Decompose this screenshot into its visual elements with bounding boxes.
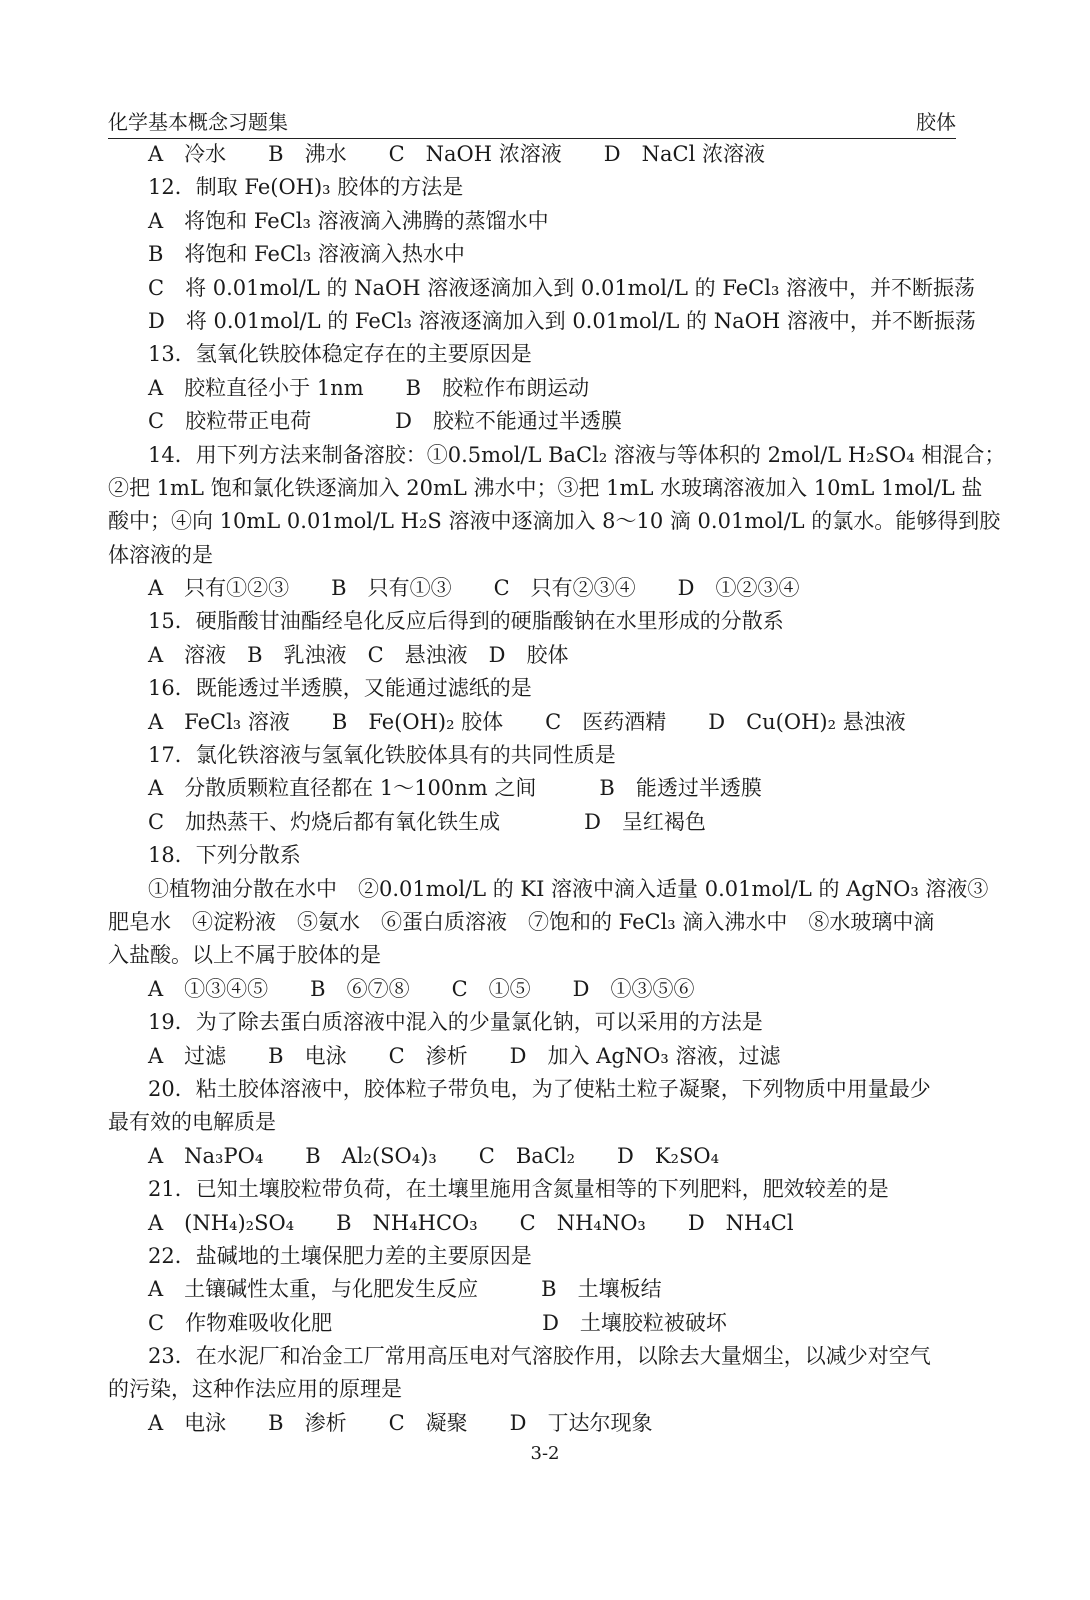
text-line: 15．硬脂酸甘油酯经皂化反应后得到的硬脂酸钠在水里形成的分散系 (148, 609, 784, 634)
text-line: 17．氯化铁溶液与氢氧化铁胶体具有的共同性质是 (148, 743, 616, 768)
text-line: A ①③④⑤ B ⑥⑦⑧ C ①⑤ D ①③⑤⑥ (148, 976, 695, 1001)
text-line: C 胶粒带正电荷 D 胶粒不能通过半透膜 (148, 409, 622, 434)
chapter-title: 胶体 (916, 110, 956, 134)
text-line: A 胶粒直径小于 1nm B 胶粒作布朗运动 (148, 375, 590, 400)
text-line: ②把 1mL 饱和氯化铁逐滴加入 20mL 沸水中；③把 1mL 水玻璃溶液加入 10mL 1mol/L 盐 (108, 475, 983, 500)
text-line: 14．用下列方法来制备溶胶：①0.5mol/L BaCl₂ 溶液与等体积的 2mol/L H₂SO₄ 相混合； (148, 442, 1006, 467)
text-line: 13．氢氧化铁胶体稳定存在的主要原因是 (148, 342, 532, 367)
text-line: 16．既能透过半透膜，又能通过滤纸的是 (148, 676, 532, 701)
text-line: A 只有①②③ B 只有①③ C 只有②③④ D ①②③④ (148, 576, 800, 601)
text-line: 23．在水泥厂和冶金工厂常用高压电对气溶胶作用，以除去大量烟尘，以减少对空气 (148, 1344, 931, 1369)
text-line: A 将饱和 FeCl₃ 溶液滴入沸腾的蒸馏水中 (148, 208, 549, 233)
text-line: 18．下列分散系 (148, 843, 301, 868)
text-line: A 土镶碱性太重，与化肥发生反应 B 土壤板结 (148, 1277, 662, 1302)
text-line: C 作物难吸收化肥 D 土壤胶粒被破坏 (148, 1310, 727, 1335)
text-line: A FeCl₃ 溶液 B Fe(OH)₂ 胶体 C 医药酒精 D Cu(OH)₂ 悬浊液 (148, 709, 906, 734)
text-line: A 过滤 B 电泳 C 渗析 D 加入 AgNO₃ 溶液，过滤 (148, 1043, 781, 1068)
page-header (108, 106, 956, 139)
exercise-body (108, 138, 1006, 1440)
text-line: 肥皂水 ④淀粉液 ⑤氨水 ⑥蛋白质溶液 ⑦饱和的 FeCl₃ 滴入沸水中 ⑧水玻璃中滴 (108, 909, 935, 934)
text-line: 19．为了除去蛋白质溶液中混入的少量氯化钠，可以采用的方法是 (148, 1010, 763, 1035)
text-line: C 将 0.01mol/L 的 NaOH 溶液逐滴加入到 0.01mol/L 的 FeCl₃ 溶液中，并不断振荡 (148, 275, 976, 300)
text-line: A 分散质颗粒直径都在 1～100nm 之间 B 能透过半透膜 (148, 776, 762, 801)
text-line: D 将 0.01mol/L 的 FeCl₃ 溶液逐滴加入到 0.01mol/L 的 NaOH 溶液中，并不断振荡 (148, 308, 976, 333)
text-line: 的污染，这种作法应用的原理是 (108, 1377, 402, 1402)
text-line: 20．粘土胶体溶液中，胶体粒子带负电，为了使粘土粒子凝聚，下列物质中用量最少 (148, 1076, 931, 1101)
text-line: 酸中；④向 10mL 0.01mol/L H₂S 溶液中逐滴加入 8～10 滴 0.01mol/L 的氯水。能够得到胶 (108, 509, 1001, 534)
text-line: A 溶液 B 乳浊液 C 悬浊液 D 胶体 (148, 642, 569, 667)
text-line: 最有效的电解质是 (108, 1110, 276, 1135)
page-number: 3-2 (530, 1443, 560, 1464)
text-line: B 将饱和 FeCl₃ 溶液滴入热水中 (148, 242, 465, 267)
text-line: 21．已知土壤胶粒带负荷，在土壤里施用含氮量相等的下列肥料，肥效较差的是 (148, 1177, 889, 1202)
text-line: 体溶液的是 (108, 542, 213, 567)
text-line: 22．盐碱地的土壤保肥力差的主要原因是 (148, 1243, 532, 1268)
text-line: A 电泳 B 渗析 C 凝聚 D 丁达尔现象 (148, 1410, 653, 1435)
text-line: A 冷水 B 沸水 C NaOH 浓溶液 D NaCl 浓溶液 (148, 142, 765, 166)
text-line: A (NH₄)₂SO₄ B NH₄HCO₃ C NH₄NO₃ D NH₄Cl (148, 1210, 794, 1235)
text-line: ①植物油分散在水中 ②0.01mol/L 的 KI 溶液中滴入适量 0.01mol/L 的 AgNO₃ 溶液③ (148, 876, 989, 901)
text-line: C 加热蒸干、灼烧后都有氧化铁生成 D 呈红褐色 (148, 809, 706, 834)
text-line: 12．制取 Fe(OH)₃ 胶体的方法是 (148, 175, 464, 200)
book-title: 化学基本概念习题集 (108, 110, 288, 134)
text-line: A Na₃PO₄ B Al₂(SO₄)₃ C BaCl₂ D K₂SO₄ (148, 1143, 719, 1168)
text-line: 入盐酸。以上不属于胶体的是 (108, 943, 381, 968)
